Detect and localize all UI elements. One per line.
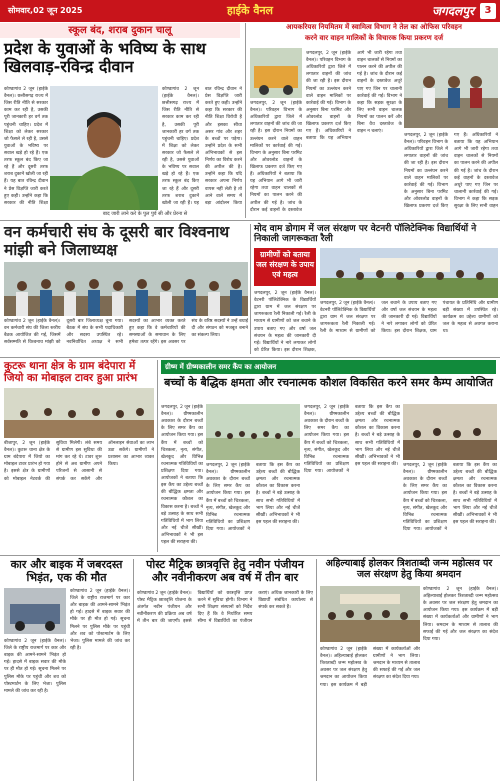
story5-photo — [4, 388, 154, 438]
vehicle-image — [250, 48, 302, 98]
page-header — [0, 0, 500, 22]
officials-image — [404, 48, 498, 128]
story2-body-top: जगदलपुर, 2 जून (हाईके वैनल)। परिवहन विभाग के अधिकारियों द्वारा जिले में लगातार वाहनों की जांच की जा रही है। इस दौरान नियमों का उल्लंघन करने वाले वाहन मालिकों पर कार्रवाई की गई। विभाग के अनुसार बिना परमिट और ओवरलोड वाहनों के खिलाफ प्रकरण दर्ज किए गए हैं। अधिकारियों ने बताया कि यह अभियान आगे भी जारी रहेगा तथा वाहन चालकों से नियमों का पालन करने की अपील की गई है। जांच के दौरान कई वाहनों के दस्तावेज — [250, 101, 302, 213]
story8-headline: पोस्ट मैट्रिक छात्रवृत्ति हेतु नवीन पंजीयन और नवीनीकरण अब वर्ष में तीन बार — [146, 558, 304, 584]
story3-photo — [4, 262, 248, 316]
story6-body-left: जगदलपुर, 2 जून (हाईके वैनल)। ग्रीष्मकालीन अवकाश के दौरान बच्चों के लिए समर कैंप का आयोजन किया गया। इस कैंप में बच्चों को चित्रकला, नृत्य, संगीत, खेलकूद और विभिन्न रचनात्मक गतिविधियों का प्रशिक्षण दिया गया। आयोजकों ने बताया कि इस कैंप का उद्देश्य बच्चों की बौद्धिक क्षमता और रचनात्मक कौशल का विकास करना है। बच्चों ने बड़े उत्साह के साथ सभी गतिविधियों में भाग लिया और नई चीजें सीखीं। अभिभावकों ने भी इस पहल की सराहना की। — [161, 405, 203, 546]
story7-body-right: कोण्डागांव 2 जून (हाईके वैनल)। जिले के राष्ट्रीय राजमार्ग पर कार और बाइक की आमने-सामने भिड़ंत हो गई। हादसे में बाइक सवार की मौके पर ही मौत हो गई। सूचना मिलने पर पुलिस मौके पर पहुंची और शव को पोस्टमार्टम के लिए भेजा। पुलिस मामले की जांच कर रही है। — [70, 589, 130, 651]
story5-body: बीजापुर, 2 जून (हाईके वैनल)। कुटरू थाना क्षेत्र के ग्राम बंदेपारा में जियो का मोबाइल टावर प्रारंभ हो गया है। इससे क्षेत्र के ग्रामीणों को मोबाइल नेटवर्क की सुविधा मिलेगी। लंबे समय से ग्रामीण इस सुविधा की मांग कर रहे थे। टावर शुरू होने से अब ग्रामीण अपने परिजनों से आसानी से संपर्क कर सकेंगे और ऑनलाइन सेवाओं का लाभ उठा सकेंगे। ग्रामीणों ने प्रशासन का आभार व्यक्त किया। — [4, 441, 154, 482]
divider — [157, 360, 158, 552]
story4-headline: मोद वाम डोगाम में जल संरक्षण पर वेटनरी पॉलिटेक्निक विद्यार्थियों ने निकाली जागरूकता रैली — [254, 224, 477, 245]
story2-body-bottom: जगदलपुर, 2 जून (हाईके वैनल)। परिवहन विभाग के अधिकारियों द्वारा जिले में लगातार वाहनों की जांच की जा रही है। इस दौरान नियमों का उल्लंघन करने वाले वाहन मालिकों पर कार्रवाई की गई। विभाग के अनुसार बिना परमिट और ओवरलोड वाहनों के खिलाफ प्रकरण दर्ज किए गए हैं। अधिकारियों ने बताया कि यह अभियान आगे भी जारी रहेगा तथा वाहन चालकों से नियमों का पालन करने की अपील की गई है। जांच के दौरान कई वाहनों के दस्तावेज अधूरे पाए गए जिन पर चालानी कार्रवाई की गई। विभाग ने कहा कि सड़क सुरक्षा के लिए सभी वाहन — [404, 133, 498, 210]
story6-photo-2 — [403, 404, 497, 460]
story9-photo — [320, 586, 420, 642]
divider — [316, 559, 317, 781]
story9-body-bottom: कोण्डागांव 2 जून (हाईके वैनल)। अहिल्याबाई होलकर त्रिशताब्दी जन्म महोत्सव के अवसर पर जल संरक्षण हेतु श्रमदान का आयोजन किया गया। इस कार्यक्रम में बड़ी संख्या में कार्यकर्ताओं और ग्रामीणों ने भाग लिया। श्रमदान के माध्यम से तालाब की सफाई की गई और जल संरक्षण का संदेश दिया गया। — [320, 647, 420, 688]
story2-body-mid: जगदलपुर, 2 जून (हाईके वैनल)। परिवहन विभाग के अधिकारियों द्वारा जिले में लगातार वाहनों की जांच की जा रही है। इस दौरान नियमों का उल्लंघन करने वाले वाहन मालिकों पर कार्रवाई की गई। विभाग के अनुसार बिना परमिट और ओवरलोड वाहनों के खिलाफ प्रकरण दर्ज किए गए हैं। अधिकारियों ने बताया कि यह अभियान आगे भी जारी रहेगा तथा वाहन चालकों से नियमों का पालन करने की अपील की गई है। जांच के दौरान कई वाहनों के दस्तावेज अधूरे पाए गए जिन पर चालानी कार्रवाई की गई। विभाग ने कहा कि सड़क सुरक्षा के लिए सभी वाहन चालक नियमों का पालन करें और बिना वैध दस्तावेज के वाहन न चलाएं। — [306, 51, 402, 142]
story6-body-mid: जगदलपुर, 2 जून (हाईके वैनल)। ग्रीष्मकालीन अवकाश के दौरान बच्चों के लिए समर कैंप का आयोजन किया गया। इस कैंप में बच्चों को चित्रकला, नृत्य, संगीत, खेलकूद और विभिन्न रचनात्मक गतिविधियों का प्रशिक्षण दिया गया। आयोजकों ने बताया कि इस कैंप का उद्देश्य बच्चों की बौद्धिक क्षमता और रचनात्मक कौशल का विकास करना है। बच्चों ने बड़े उत्साह के साथ सभी गतिविधियों में भाग लिया और नई चीजें सीखीं। अभिभावकों ने भी इस पहल की सराहना की। — [206, 463, 300, 532]
portrait-image — [50, 86, 158, 210]
story6-kicker: ग्रीष्म में ग्रीष्मकालीन समर कैंप का आयोजन — [161, 360, 496, 374]
header-page-number: 3 — [480, 3, 496, 19]
story6-headline: बच्चों के बैद्धिक क्षमता और रचनात्मक कौशल विकसित करने समर कैम्प आयोजित — [164, 376, 493, 389]
story4-body-left: जगदलपुर, 2 जून (हाईके वैनल)। वेटनरी पॉलिटेक्निक के विद्यार्थियों द्वारा ग्राम में जल संरक्षण पर जागरूकता रैली निकाली गई। रैली के माध्यम से ग्रामीणों को जल बचाने के उपाय बताए गए और वर्षा जल संचयन के महत्व की जानकारी दी गई। विद्यार्थियों ने नारे लगाकर लोगों को प्रेरित किया। इस दौरान शिक्षक, — [254, 291, 316, 353]
header-date: सोमवार,02 जून 2025 — [8, 6, 83, 15]
story9-body-right: कोण्डागांव 2 जून (हाईके वैनल)। अहिल्याबाई होलकर त्रिशताब्दी जन्म महोत्सव के अवसर पर जल संरक्षण हेतु श्रमदान का आयोजन किया गया। इस कार्यक्रम में बड़ी संख्या में कार्यकर्ताओं और ग्रामीणों ने भाग लिया। श्रमदान के माध्यम से तालाब की सफाई की गई और जल संरक्षण का संदेश दिया गया। — [423, 587, 498, 642]
story6-body-far: जगदलपुर, 2 जून (हाईके वैनल)। ग्रीष्मकालीन अवकाश के दौरान बच्चों के लिए समर कैंप का आयोजन किया गया। इस कैंप में बच्चों को चित्रकला, नृत्य, संगीत, खेलकूद और विभिन्न रचनात्मक गतिविधियों का प्रशिक्षण दिया गया। आयोजकों ने बताया कि इस कैंप का उद्देश्य बच्चों की बौद्धिक क्षमता और रचनात्मक कौशल का विकास करना है। बच्चों ने बड़े उत्साह के साथ सभी गतिविधियों में भाग लिया और नई चीजें सीखीं। अभिभावकों ने भी इस पहल की सराहना की। — [403, 463, 497, 532]
story1-photo — [50, 86, 158, 210]
story6-body-right: जगदलपुर, 2 जून (हाईके वैनल)। ग्रीष्मकालीन अवकाश के दौरान बच्चों के लिए समर कैंप का आयोजन किया गया। इस कैंप में बच्चों को चित्रकला, नृत्य, संगीत, खेलकूद और विभिन्न रचनात्मक गतिविधियों का प्रशिक्षण दिया गया। आयोजकों ने बताया कि इस कैंप का उद्देश्य बच्चों की बौद्धिक क्षमता और रचनात्मक कौशल का विकास करना है। बच्चों ने बड़े उत्साह के साथ सभी गतिविधियों में भाग लिया और नई चीजें सीखीं। अभिभावकों ने भी इस पहल की सराहना की। — [304, 405, 400, 474]
group-photo-image — [4, 262, 248, 316]
story4-photo — [320, 248, 498, 298]
divider — [0, 220, 500, 221]
story2-kicker: आयकरियस नियमितम में स्वामित्व विभाग ने तेल का ओफिस परिवहन — [286, 23, 462, 31]
shramdaan-image — [320, 586, 420, 642]
story7-headline: कार और बाइक में जबरदस्त भिड़ंत, एक की मौत — [10, 558, 123, 584]
story7-body-left: कोण्डागांव 2 जून (हाईके वैनल)। जिले के राष्ट्रीय राजमार्ग पर कार और बाइक की आमने-सामने भिड़ंत हो गई। हादसे में बाइक सवार की मौके पर ही मौत हो गई। सूचना मिलने पर पुलिस मौके पर पहुंची और शव को पोस्टमार्टम के लिए भेजा। पुलिस मामले की जांच कर रही है। — [4, 639, 66, 694]
story9-headline: अहिल्याबाई होलकर त्रिशताब्दी जन्म महोत्सव पर जल संरक्षण हेतु किया श्रमदान — [325, 558, 493, 580]
story2-kicker-2: करने वार वाहन मालिकों के विचारक किया प्रकरण दर्ज — [304, 34, 444, 42]
divider — [0, 555, 500, 556]
story2-photo-2 — [404, 48, 498, 128]
tower-ceremony-image — [4, 388, 154, 438]
header-city: जगदलपुर — [432, 4, 474, 18]
accident-car-image — [4, 588, 66, 634]
story2-photo — [250, 48, 302, 98]
summer-camp-image — [206, 404, 300, 460]
divider — [245, 23, 246, 218]
story6-photo — [206, 404, 300, 460]
story4-body-right: जगदलपुर, 2 जून (हाईके वैनल)। वेटनरी पॉलिटेक्निक के विद्यार्थियों द्वारा ग्राम में जल संरक्षण पर जागरूकता रैली निकाली गई। रैली के माध्यम से ग्रामीणों को जल बचाने के उपाय बताए गए और वर्षा जल संचयन के महत्व की जानकारी दी गई। विद्यार्थियों ने नारे लगाकर लोगों को प्रेरित किया। इस दौरान शिक्षक, ग्राम पंचायत के प्रतिनिधि और ग्रामीण बड़ी संख्या में उपस्थित रहे। कार्यक्रम का उद्देश्य ग्रामीणों को जल के महत्व से अवगत कराना था। — [320, 301, 498, 335]
story1-body-left: कोण्डागांव 2 जून (हाईके वैनल)। छत्तीसगढ़ राज्य में जिस रीति नीति से सरकार काम कर रही है, उसकी पूरी जानकारी हर वर्ग तक पहुंचनी चाहिए। प्रदेश में शिक्षा को लेकर सरकार जो फैसले ले रही है, उससे युवाओं के भविष्य पर सवाल खड़े हो रहे हैं। एक तरफ स्कूल बंद किए जा रहे हैं और दूसरी तरफ शराब दुकानें खोली जा रही हैं। यह बात रविन्द्र दीवान ने प्रेस विज्ञप्ति जारी करते हुए कही। उन्होंने कहा कि सरकार की नीति शिक्षा — [4, 87, 48, 206]
story5-headline: कुटरू थाना क्षेत्र के ग्राम बंदेपारा में जियो का मोबाइल टावर हुआ प्रारंभ — [4, 360, 138, 385]
camp-students-image — [403, 404, 497, 460]
story1-body-right: कोण्डागांव 2 जून (हाईके वैनल)। छत्तीसगढ़ राज्य में जिस रीति नीति से सरकार काम कर रही है, उसकी पूरी जानकारी हर वर्ग तक पहुंचनी चाहिए। प्रदेश में शिक्षा को लेकर सरकार जो फैसले ले रही है, उससे युवाओं के भविष्य पर सवाल खड़े हो रहे हैं। एक तरफ स्कूल बंद किए जा रहे हैं और दूसरी तरफ शराब दुकानें खोली जा रही हैं। यह बात रविन्द्र दीवान ने प्रेस विज्ञप्ति जारी करते हुए कही। उन्होंने कहा कि सरकार की नीति शिक्षा विरोधी है और इसका सीधा असर गांव और शहर के बच्चों पर पड़ेगा। उन्होंने प्रदेश के सभी अभिभावकों से इस निर्णय का विरोध करने की अपील की है। उन्होंने कहा कि यदि सरकार अपना निर्णय वापस नहीं लेती है तो आने वाले समय में बड़ा आंदोलन किया — [162, 87, 242, 206]
story1-kicker: स्कूल बंद, शराब दुकान चालू — [0, 23, 240, 38]
story7-photo — [4, 588, 66, 634]
story1-caption: बाद जारी लाने करे के पुल पुर्व सी और प्रेरना से — [102, 211, 188, 217]
story3-headline: वन कर्मचारी संघ के दूसरी बार विश्वनाथ मांझी बने जिलाध्यक्ष — [4, 223, 230, 259]
story4-sidebox: ग्रामीणों को बताया जल संरक्षण के उपाय एवं महत्व — [254, 248, 316, 286]
divider — [250, 224, 251, 354]
rally-image — [320, 248, 498, 298]
header-paper: हाईके वैनल — [226, 4, 274, 17]
divider — [0, 357, 500, 358]
story1-headline: प्रदेश के युवाओं के भविष्य के साथ खिलवाड़-रविन्द्र दीवान — [4, 39, 206, 77]
story8-body: कोण्डागांव 2 जून (हाईके वैनल)। पोस्ट मैट्रिक छात्रवृत्ति योजना के अंतर्गत नवीन पंजीयन और नवीनीकरण की प्रक्रिया अब वर्ष में तीन बार की जाएगी। इससे विद्यार्थियों को छात्रवृत्ति प्राप्त करने में सुविधा होगी। विभाग ने सभी शिक्षण संस्थानों को निर्देश दिए हैं कि वे निर्धारित समय सीमा में विद्यार्थियों का पंजीयन कराएं। अधिक जानकारी के लिए विद्यार्थी संबंधित कार्यालय से संपर्क कर सकते हैं। — [137, 591, 313, 625]
divider — [133, 559, 134, 781]
story3-body: कोण्डागांव 2 जून (हाईके वैनल)। वन कर्मचारी संघ की जिला स्तरीय बैठक आयोजित की गई, जिसमें सर्वसम्मति से विश्वनाथ मांझी को दूसरी बार जिलाध्यक्ष चुना गया। बैठक में संघ के सभी पदाधिकारी और सदस्य उपस्थित रहे। नवनिर्वाचित अध्यक्ष ने सभी सदस्यों का आभार व्यक्त करते हुए कहा कि वे कर्मचारियों की समस्याओं के समाधान के लिए हमेशा तत्पर रहेंगे। इस अवसर पर संघ के वरिष्ठ सदस्यों ने उन्हें बधाई दी और संगठन को मजबूत बनाने का संकल्प लिया। — [4, 319, 248, 346]
